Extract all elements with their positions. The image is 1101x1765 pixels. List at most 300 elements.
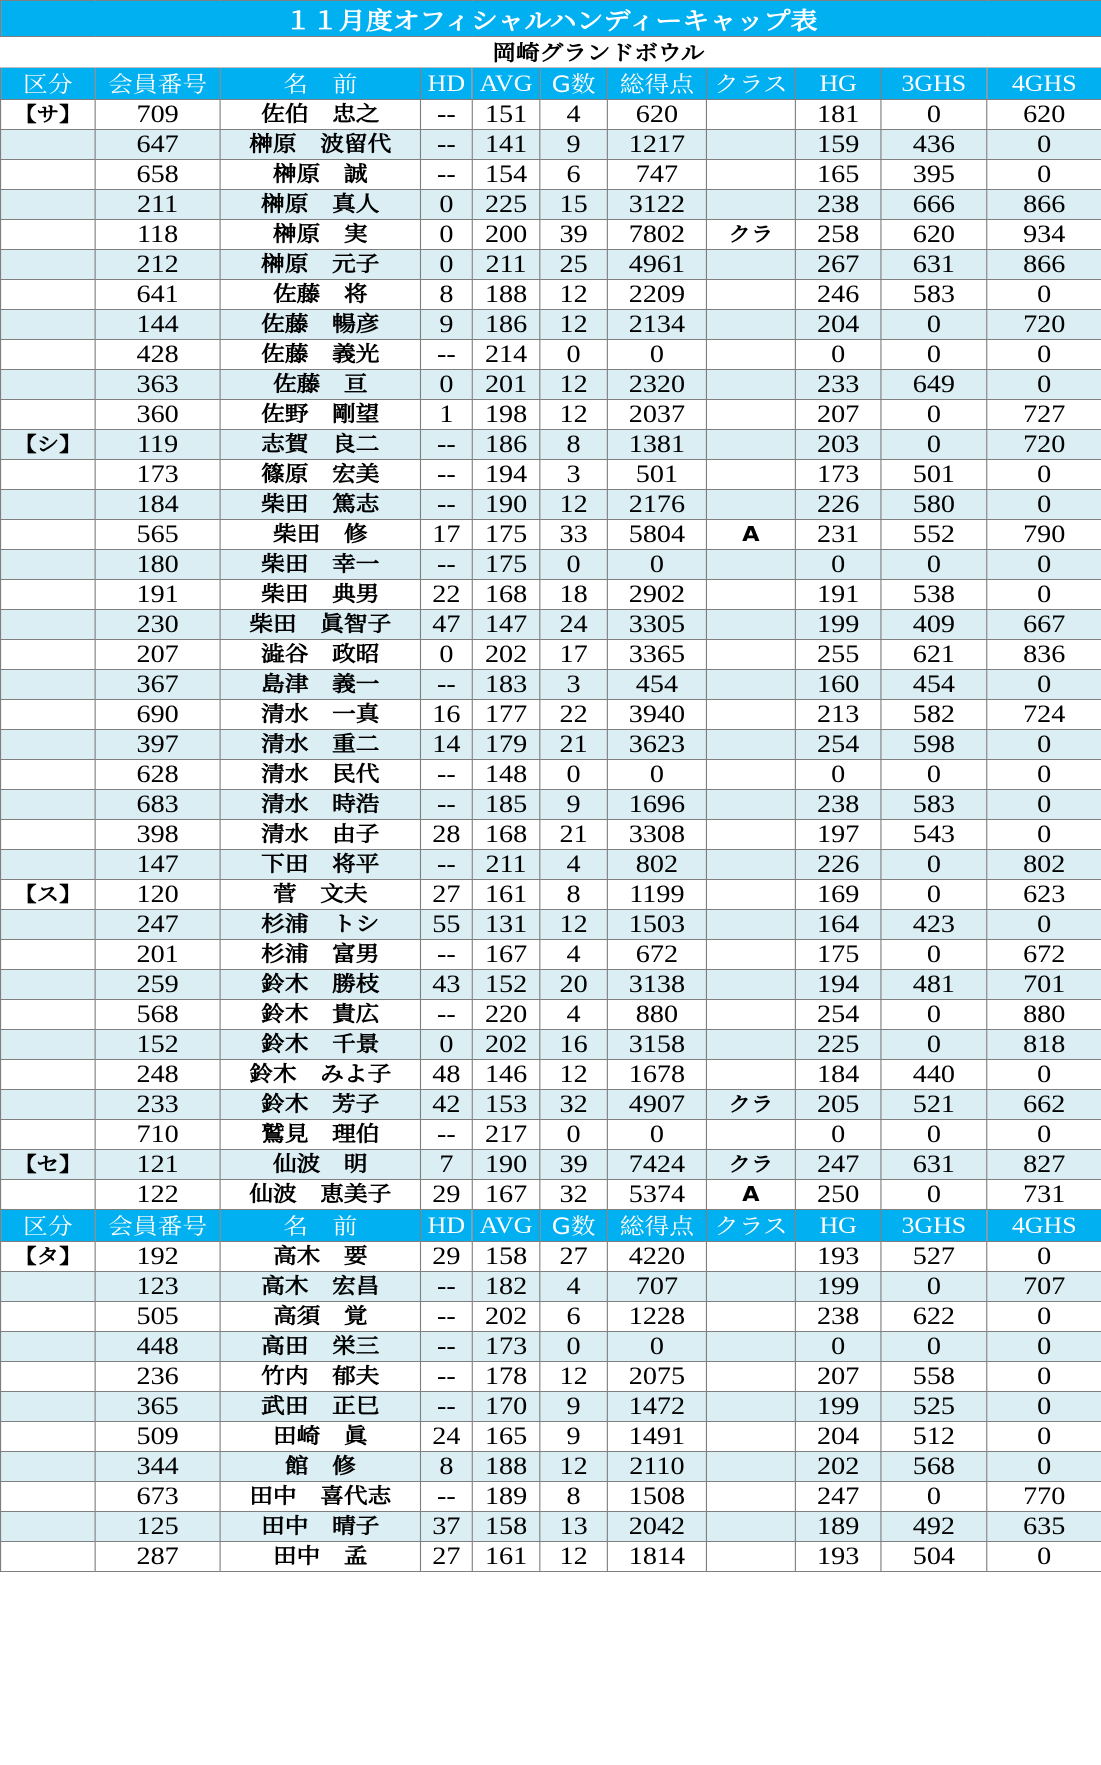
cell-hd: -- (420, 1482, 472, 1512)
cell-games: 22 (540, 700, 608, 730)
cell-class (706, 820, 795, 850)
cell-avg: 161 (472, 880, 540, 910)
cell-avg: 158 (472, 1512, 540, 1542)
cell-class (706, 340, 795, 370)
cell-total: 7424 (607, 1150, 706, 1180)
cell-total: 880 (607, 1000, 706, 1030)
cell-avg: 167 (472, 1180, 540, 1210)
venue-name: 岡崎グランドボウル (95, 37, 1101, 68)
cell-class (706, 490, 795, 520)
cell-hd: 9 (420, 310, 472, 340)
table-row (1, 1180, 1101, 1210)
cell-avg: 186 (472, 310, 540, 340)
cell-hd: -- (420, 1392, 472, 1422)
cell-name: 榊原 元子 (220, 250, 420, 280)
table-row (1, 1392, 1101, 1422)
cell-name: 鷲見 理伯 (220, 1120, 420, 1150)
cell-avg: 202 (472, 640, 540, 670)
table-row (1, 910, 1101, 940)
cell-name: 高木 要 (220, 1242, 420, 1272)
cell-avg: 131 (472, 910, 540, 940)
table-row (1, 880, 1101, 910)
cell-hd: 0 (420, 190, 472, 220)
cell-name: 清水 民代 (220, 760, 420, 790)
cell-hg: 250 (795, 1180, 881, 1210)
cell-total: 1503 (607, 910, 706, 940)
cell-class (706, 370, 795, 400)
cell-section (1, 1482, 96, 1512)
cell-games: 17 (540, 640, 608, 670)
cell-avg: 168 (472, 820, 540, 850)
cell-class (706, 850, 795, 880)
cell-total: 1491 (607, 1422, 706, 1452)
cell-games: 0 (540, 1332, 608, 1362)
cell-4ghs: 0 (987, 280, 1101, 310)
cell-name: 高田 栄三 (220, 1332, 420, 1362)
cell-member-no: 248 (95, 1060, 220, 1090)
cell-4ghs: 790 (987, 520, 1101, 550)
cell-total: 3138 (607, 970, 706, 1000)
cell-member-no: 233 (95, 1090, 220, 1120)
cell-4ghs: 827 (987, 1150, 1101, 1180)
cell-member-no: 120 (95, 880, 220, 910)
cell-avg: 177 (472, 700, 540, 730)
cell-hd: 17 (420, 520, 472, 550)
cell-hd: 24 (420, 1422, 472, 1452)
cell-name: 佐藤 暢彦 (220, 310, 420, 340)
cell-games: 6 (540, 160, 608, 190)
cell-member-no: 259 (95, 970, 220, 1000)
cell-section (1, 1392, 96, 1422)
cell-class (706, 1030, 795, 1060)
cell-hd: 0 (420, 1030, 472, 1060)
table-row (1, 430, 1101, 460)
cell-section (1, 1180, 96, 1210)
cell-avg: 146 (472, 1060, 540, 1090)
cell-total: 747 (607, 160, 706, 190)
cell-member-no: 118 (95, 220, 220, 250)
cell-class (706, 1302, 795, 1332)
cell-name: 柴田 幸一 (220, 550, 420, 580)
cell-class (706, 430, 795, 460)
cell-section (1, 130, 96, 160)
cell-name: 佐野 剛望 (220, 400, 420, 430)
cell-total: 2110 (607, 1452, 706, 1482)
cell-class (706, 460, 795, 490)
cell-hg: 184 (795, 1060, 881, 1090)
cell-games: 12 (540, 1452, 608, 1482)
cell-avg: 178 (472, 1362, 540, 1392)
cell-hd: 48 (420, 1060, 472, 1090)
cell-games: 12 (540, 370, 608, 400)
cell-hd: 14 (420, 730, 472, 760)
cell-3ghs: 504 (881, 1542, 987, 1572)
cell-section (1, 790, 96, 820)
cell-hg: 193 (795, 1242, 881, 1272)
cell-hd: -- (420, 1120, 472, 1150)
cell-4ghs: 0 (987, 820, 1101, 850)
column-header-avg: AVG (472, 1210, 540, 1242)
cell-hd: 22 (420, 580, 472, 610)
cell-class (706, 790, 795, 820)
table-row (1, 1060, 1101, 1090)
cell-4ghs: 818 (987, 1030, 1101, 1060)
cell-games: 3 (540, 460, 608, 490)
cell-name: 佐藤 義光 (220, 340, 420, 370)
cell-total: 3365 (607, 640, 706, 670)
cell-hg: 267 (795, 250, 881, 280)
table-row (1, 1332, 1101, 1362)
cell-total: 4961 (607, 250, 706, 280)
cell-4ghs: 0 (987, 130, 1101, 160)
cell-hd: 0 (420, 220, 472, 250)
cell-total: 0 (607, 760, 706, 790)
cell-name: 鈴木 勝枝 (220, 970, 420, 1000)
cell-3ghs: 0 (881, 880, 987, 910)
cell-name: 田中 喜代志 (220, 1482, 420, 1512)
cell-4ghs: 0 (987, 160, 1101, 190)
cell-member-no: 428 (95, 340, 220, 370)
table-row (1, 970, 1101, 1000)
cell-games: 12 (540, 1542, 608, 1572)
cell-games: 12 (540, 1362, 608, 1392)
cell-3ghs: 583 (881, 790, 987, 820)
cell-games: 15 (540, 190, 608, 220)
table-row (1, 160, 1101, 190)
cell-section (1, 490, 96, 520)
cell-section (1, 1060, 96, 1090)
cell-hg: 191 (795, 580, 881, 610)
cell-hd: 8 (420, 280, 472, 310)
cell-4ghs: 0 (987, 1302, 1101, 1332)
cell-avg: 168 (472, 580, 540, 610)
table-row (1, 610, 1101, 640)
cell-total: 3122 (607, 190, 706, 220)
cell-hg: 169 (795, 880, 881, 910)
cell-4ghs: 0 (987, 550, 1101, 580)
cell-class (706, 1542, 795, 1572)
cell-hd: 0 (420, 250, 472, 280)
cell-hg: 246 (795, 280, 881, 310)
cell-4ghs: 802 (987, 850, 1101, 880)
cell-class: クラ (706, 1090, 795, 1120)
cell-total: 2037 (607, 400, 706, 430)
cell-section (1, 340, 96, 370)
cell-total: 802 (607, 850, 706, 880)
cell-4ghs: 720 (987, 430, 1101, 460)
cell-games: 32 (540, 1090, 608, 1120)
cell-4ghs: 662 (987, 1090, 1101, 1120)
cell-3ghs: 0 (881, 1030, 987, 1060)
cell-avg: 182 (472, 1272, 540, 1302)
cell-hd: -- (420, 1362, 472, 1392)
cell-name: 佐藤 亘 (220, 370, 420, 400)
table-row (1, 1482, 1101, 1512)
cell-4ghs: 620 (987, 100, 1101, 130)
cell-4ghs: 720 (987, 310, 1101, 340)
cell-section (1, 1030, 96, 1060)
cell-games: 25 (540, 250, 608, 280)
cell-3ghs: 0 (881, 400, 987, 430)
cell-games: 4 (540, 850, 608, 880)
cell-hd: 29 (420, 1180, 472, 1210)
cell-member-no: 212 (95, 250, 220, 280)
column-header-hg: HG (795, 68, 881, 100)
cell-4ghs: 0 (987, 1242, 1101, 1272)
cell-name: 清水 時浩 (220, 790, 420, 820)
cell-section (1, 1272, 96, 1302)
column-header-hd: HD (420, 68, 472, 100)
table-row (1, 1512, 1101, 1542)
cell-total: 2042 (607, 1512, 706, 1542)
cell-games: 12 (540, 910, 608, 940)
cell-hg: 231 (795, 520, 881, 550)
cell-member-no: 236 (95, 1362, 220, 1392)
cell-games: 9 (540, 1392, 608, 1422)
cell-class (706, 1512, 795, 1542)
cell-3ghs: 598 (881, 730, 987, 760)
cell-name: 榊原 真人 (220, 190, 420, 220)
cell-3ghs: 620 (881, 220, 987, 250)
table-row (1, 550, 1101, 580)
cell-3ghs: 440 (881, 1060, 987, 1090)
cell-3ghs: 631 (881, 1150, 987, 1180)
cell-total: 1217 (607, 130, 706, 160)
cell-total: 1199 (607, 880, 706, 910)
cell-section: 【ス】 (1, 880, 96, 910)
cell-avg: 173 (472, 1332, 540, 1362)
cell-avg: 188 (472, 280, 540, 310)
table-row (1, 760, 1101, 790)
cell-4ghs: 672 (987, 940, 1101, 970)
cell-name: 鈴木 みよ子 (220, 1060, 420, 1090)
cell-hg: 226 (795, 490, 881, 520)
cell-hd: 0 (420, 370, 472, 400)
cell-avg: 188 (472, 1452, 540, 1482)
table-row (1, 1272, 1101, 1302)
cell-avg: 201 (472, 370, 540, 400)
cell-class (706, 1422, 795, 1452)
column-header-hg: HG (795, 1210, 881, 1242)
cell-class (706, 160, 795, 190)
column-header-name: 名 前 (220, 1210, 420, 1242)
cell-name: 佐藤 将 (220, 280, 420, 310)
cell-avg: 202 (472, 1302, 540, 1332)
cell-total: 5374 (607, 1180, 706, 1210)
cell-section (1, 1542, 96, 1572)
cell-member-no: 184 (95, 490, 220, 520)
cell-total: 620 (607, 100, 706, 130)
cell-member-no: 180 (95, 550, 220, 580)
cell-hg: 159 (795, 130, 881, 160)
cell-hg: 254 (795, 730, 881, 760)
cell-name: 榊原 実 (220, 220, 420, 250)
cell-hg: 203 (795, 430, 881, 460)
cell-total: 5804 (607, 520, 706, 550)
cell-avg: 189 (472, 1482, 540, 1512)
cell-hd: 55 (420, 910, 472, 940)
cell-class (706, 1332, 795, 1362)
cell-3ghs: 0 (881, 1000, 987, 1030)
column-header-4ghs: 4GHS (987, 1210, 1101, 1242)
table-row (1, 820, 1101, 850)
cell-section (1, 460, 96, 490)
cell-total: 0 (607, 1332, 706, 1362)
cell-section (1, 670, 96, 700)
cell-4ghs: 866 (987, 250, 1101, 280)
cell-total: 707 (607, 1272, 706, 1302)
cell-hg: 247 (795, 1482, 881, 1512)
cell-avg: 190 (472, 490, 540, 520)
cell-games: 0 (540, 760, 608, 790)
cell-member-no: 509 (95, 1422, 220, 1452)
cell-section (1, 700, 96, 730)
cell-section (1, 970, 96, 1000)
cell-4ghs: 866 (987, 190, 1101, 220)
cell-avg: 165 (472, 1422, 540, 1452)
cell-4ghs: 0 (987, 1542, 1101, 1572)
cell-member-no: 641 (95, 280, 220, 310)
cell-section (1, 1120, 96, 1150)
cell-total: 1678 (607, 1060, 706, 1090)
cell-member-no: 147 (95, 850, 220, 880)
column-header-row (1, 68, 1101, 100)
cell-section (1, 1000, 96, 1030)
cell-avg: 175 (472, 550, 540, 580)
cell-name: 柴田 篤志 (220, 490, 420, 520)
cell-3ghs: 492 (881, 1512, 987, 1542)
cell-4ghs: 635 (987, 1512, 1101, 1542)
column-header-member-no: 会員番号 (95, 1210, 220, 1242)
cell-4ghs: 0 (987, 1362, 1101, 1392)
cell-name: 田中 孟 (220, 1542, 420, 1572)
cell-member-no: 448 (95, 1332, 220, 1362)
cell-class (706, 190, 795, 220)
cell-name: 田中 晴子 (220, 1512, 420, 1542)
table-row (1, 1422, 1101, 1452)
cell-3ghs: 666 (881, 190, 987, 220)
cell-3ghs: 512 (881, 1422, 987, 1452)
cell-games: 27 (540, 1242, 608, 1272)
cell-hd: -- (420, 1332, 472, 1362)
cell-member-no: 201 (95, 940, 220, 970)
cell-games: 9 (540, 790, 608, 820)
cell-member-no: 344 (95, 1452, 220, 1482)
cell-name: 仙波 明 (220, 1150, 420, 1180)
cell-games: 8 (540, 1482, 608, 1512)
cell-hd: -- (420, 1000, 472, 1030)
cell-hg: 164 (795, 910, 881, 940)
cell-games: 21 (540, 820, 608, 850)
cell-hd: -- (420, 760, 472, 790)
cell-hd: -- (420, 850, 472, 880)
cell-member-no: 565 (95, 520, 220, 550)
cell-hg: 199 (795, 1392, 881, 1422)
cell-4ghs: 667 (987, 610, 1101, 640)
cell-hg: 160 (795, 670, 881, 700)
cell-section: 【サ】 (1, 100, 96, 130)
cell-section: 【セ】 (1, 1150, 96, 1180)
cell-class (706, 130, 795, 160)
cell-member-no: 191 (95, 580, 220, 610)
table-row (1, 460, 1101, 490)
cell-member-no: 628 (95, 760, 220, 790)
cell-games: 4 (540, 100, 608, 130)
table-row (1, 340, 1101, 370)
cell-3ghs: 454 (881, 670, 987, 700)
cell-4ghs: 0 (987, 1422, 1101, 1452)
cell-hd: -- (420, 1272, 472, 1302)
cell-total: 3305 (607, 610, 706, 640)
cell-total: 2902 (607, 580, 706, 610)
cell-avg: 158 (472, 1242, 540, 1272)
cell-hg: 197 (795, 820, 881, 850)
table-row (1, 730, 1101, 760)
cell-hg: 189 (795, 1512, 881, 1542)
cell-section (1, 1090, 96, 1120)
cell-total: 4220 (607, 1242, 706, 1272)
cell-name: 鈴木 貴広 (220, 1000, 420, 1030)
cell-hd: -- (420, 550, 472, 580)
cell-hd: 37 (420, 1512, 472, 1542)
cell-name: 島津 義一 (220, 670, 420, 700)
cell-games: 0 (540, 550, 608, 580)
cell-section (1, 220, 96, 250)
cell-total: 672 (607, 940, 706, 970)
cell-avg: 186 (472, 430, 540, 460)
cell-hg: 205 (795, 1090, 881, 1120)
cell-hg: 0 (795, 550, 881, 580)
cell-avg: 200 (472, 220, 540, 250)
column-header-3ghs: 3GHS (881, 68, 987, 100)
cell-member-no: 192 (95, 1242, 220, 1272)
cell-member-no: 144 (95, 310, 220, 340)
cell-4ghs: 0 (987, 760, 1101, 790)
cell-total: 2134 (607, 310, 706, 340)
cell-4ghs: 707 (987, 1272, 1101, 1302)
cell-3ghs: 0 (881, 310, 987, 340)
cell-3ghs: 552 (881, 520, 987, 550)
cell-3ghs: 0 (881, 1180, 987, 1210)
cell-member-no: 568 (95, 1000, 220, 1030)
cell-hg: 0 (795, 1332, 881, 1362)
cell-class (706, 940, 795, 970)
cell-3ghs: 481 (881, 970, 987, 1000)
column-header-4ghs: 4GHS (987, 68, 1101, 100)
cell-class (706, 550, 795, 580)
cell-hg: 0 (795, 1120, 881, 1150)
table-row (1, 1302, 1101, 1332)
cell-3ghs: 538 (881, 580, 987, 610)
cell-hg: 175 (795, 940, 881, 970)
cell-name: 高須 覚 (220, 1302, 420, 1332)
cell-section (1, 850, 96, 880)
cell-3ghs: 501 (881, 460, 987, 490)
cell-member-no: 365 (95, 1392, 220, 1422)
cell-games: 21 (540, 730, 608, 760)
cell-name: 清水 重二 (220, 730, 420, 760)
cell-hd: 42 (420, 1090, 472, 1120)
table-row (1, 1120, 1101, 1150)
cell-section (1, 760, 96, 790)
cell-section (1, 730, 96, 760)
cell-name: 鈴木 芳子 (220, 1090, 420, 1120)
cell-4ghs: 0 (987, 370, 1101, 400)
cell-3ghs: 631 (881, 250, 987, 280)
cell-class (706, 250, 795, 280)
cell-3ghs: 0 (881, 850, 987, 880)
cell-hd: -- (420, 430, 472, 460)
